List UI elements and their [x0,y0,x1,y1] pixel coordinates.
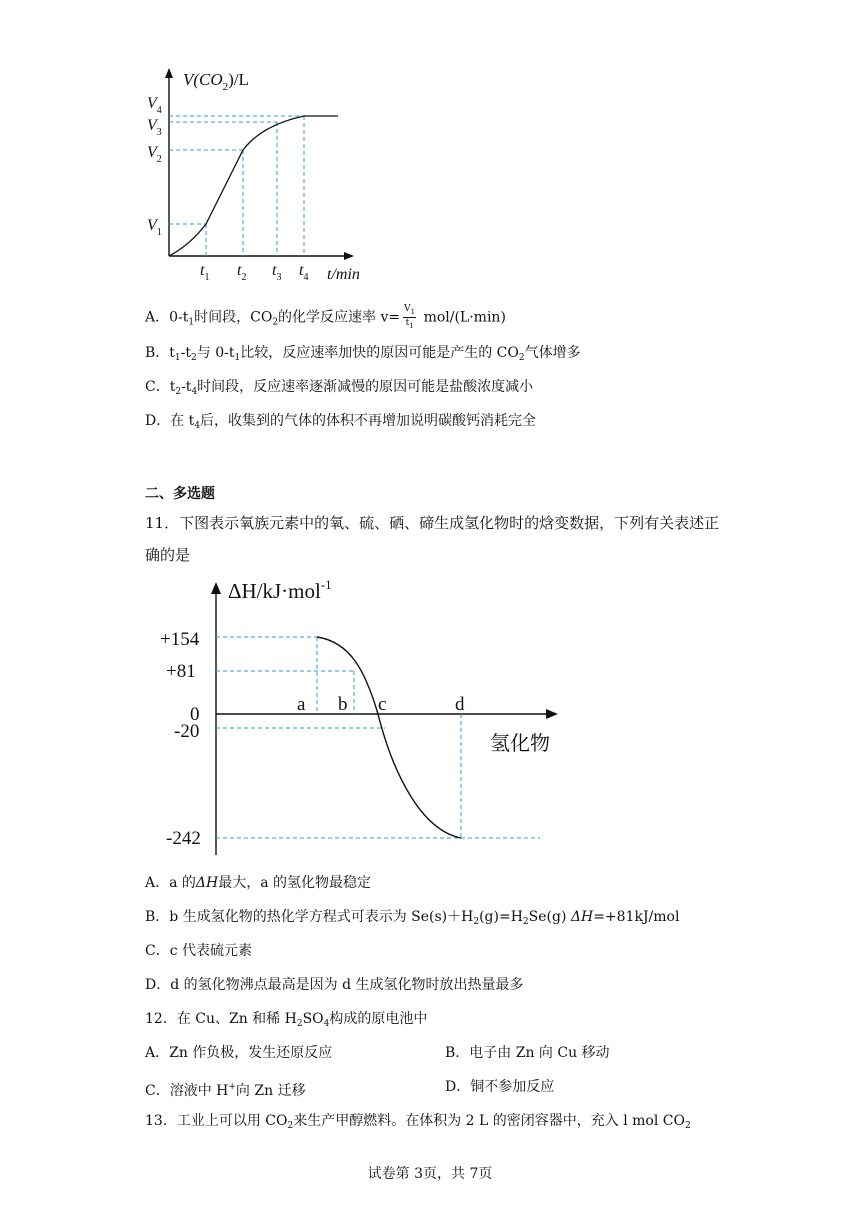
q11-option-d: D．d 的氢化物沸点最高是因为 d 生成氢化物时放出热量最多 [145,977,524,993]
rate-fraction: $\frac{V_1}{t_1}$ [404,304,416,330]
q11-option-b: B．b 生成氢化物的热化学方程式可表示为 $Se(s)+H_2(g)=H_2Se(g)$ ΔH=+81kJ/mol [145,909,680,927]
x-tick-t3: $t_3$ [272,262,282,283]
q11-option-a: A．a 的ΔH最大，a 的氢化物最稳定 [145,875,372,891]
y-tick-v2: $V_2$ [147,144,162,165]
x-tick-t2: $t_2$ [237,262,247,283]
x-axis-arrow [546,709,558,719]
y-tick-v4: $V_4$ [147,95,162,116]
y-axis-label: $V(CO_2)/L$ [183,70,249,93]
q12-option-c: C．溶液中 H+向 Zn 迁移 [145,1082,306,1099]
co2-volume-chart [0,0,860,300]
y-axis-arrow [211,582,221,594]
y-tick-154: +154 [160,629,200,650]
y-tick-minus20: -20 [174,721,200,742]
enthalpy-curve [317,637,461,838]
y-tick-v1: $V_1$ [147,217,162,238]
q11-option-c: C．c 代表硫元素 [145,943,253,959]
x-tick-t4: $t_4$ [299,262,309,283]
section-heading: 二、多选题 [145,486,215,502]
y-axis-label: ΔH/kJ·mol$^{-1}$ [228,577,332,603]
q12-option-d: D．铜不参加反应 [445,1079,555,1095]
point-label-a: a [297,694,306,715]
q11-stem-line2: 确的是 [145,546,191,564]
q10-option-d: D．在 $t_4$后，收集到的气体的体积不再增加说明碳酸钙消耗完全 [145,413,537,431]
point-label-b: b [338,694,348,715]
y-tick-minus242: -242 [166,828,201,849]
q12-stem: 12．在 Cu、Zn 和稀 $H_2SO_4$构成的原电池中 [145,1011,428,1029]
q10-option-b: B．$t_1-t_2$与 $0-t_1$比较，反应速率加快的原因可能是产生的 $CO_2$气体增多 [145,345,581,363]
q10-option-a: A．$0-t_1$时间段，$CO_2$的化学反应速率 v= $\frac{V_1}{t_1}$ mol/(L·min) [145,304,506,330]
x-axis-label: t/min [327,266,360,283]
enthalpy-chart [0,570,860,870]
x-axis-label: 氢化物 [490,733,550,755]
q10-option-c: C．$t_2-t_4$时间段，反应速率逐渐减慢的原因可能是盐酸浓度减小 [145,379,534,397]
y-tick-81: +81 [166,661,196,682]
q12-option-b: B．电子由 Zn 向 Cu 移动 [445,1045,610,1061]
point-label-c: c [378,694,387,715]
x-axis-arrow [344,252,354,260]
q12-option-a: A．Zn 作负极，发生还原反应 [145,1045,333,1061]
q13-stem: 13．工业上可以用 $CO_2$来生产甲醇燃料。在体积为 2 L 的密闭容器中，充入 l mol $CO_2$ [145,1113,691,1131]
volume-curve [169,116,338,256]
y-axis-arrow [165,68,173,78]
y-tick-v3: $V_3$ [147,117,162,138]
q11-stem-line1: 11．下图表示氧族元素中的氧、硫、硒、碲生成氢化物时的焓变数据，下列有关表述正 [145,514,720,532]
page-footer: 试卷第 3页，共 7页 [367,1166,493,1182]
point-label-d: d [455,694,465,715]
x-tick-t1: $t_1$ [200,262,210,283]
y-tick-0: 0 [190,704,200,725]
